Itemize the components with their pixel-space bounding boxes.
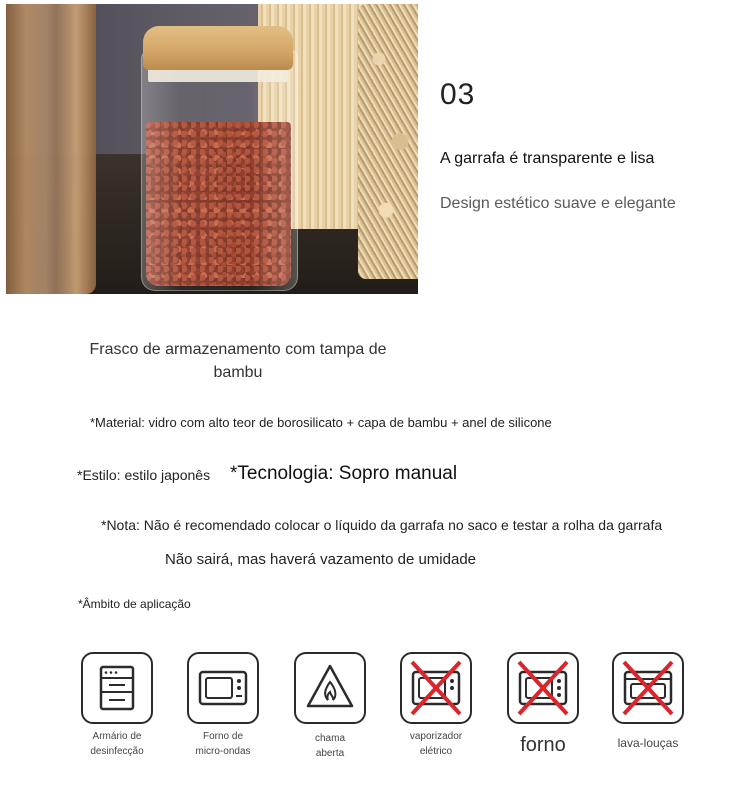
label-line: aberta (315, 748, 345, 759)
open-flame-icon (294, 652, 366, 724)
electric-steamer-icon (400, 652, 472, 724)
product-photo (6, 4, 418, 294)
subheadline: Design estético suave e elegante (440, 195, 676, 212)
dishwasher-icon (612, 652, 684, 724)
label-line: chama (314, 733, 345, 744)
label-line: lava-louças (617, 736, 679, 750)
glass-jar (141, 49, 298, 291)
label-line: Armário de (92, 731, 142, 742)
disinfection-cabinet-icon (81, 652, 153, 724)
silicone-ring (148, 68, 288, 82)
label-line: forno (520, 734, 566, 756)
cinnamon-jar (6, 4, 96, 294)
product-description: Frasco de armazenamento com tampa de bambu (89, 341, 387, 381)
label-line: vaporizador (409, 731, 463, 742)
icon-label-oven (493, 734, 593, 756)
oven-icon (507, 652, 579, 724)
icon-label-microwave (173, 729, 273, 759)
section-number: 03 (440, 78, 476, 111)
label-line: micro-ondas (195, 746, 251, 757)
note-text: *Nota: Não é recomendado colocar o líquido da garrafa no saco e testar a rolha da garrafa (101, 517, 663, 533)
label-line: Forno de (202, 731, 244, 742)
technology-text: *Tecnologia: Sopro manual (230, 463, 458, 484)
icon-label-electric-steamer (386, 729, 486, 759)
bamboo-lid (143, 26, 293, 70)
application-scope-heading: *Âmbito de aplicação (78, 597, 191, 611)
icon-label-open-flame (280, 731, 380, 761)
icon-label-disinfection-cabinet (67, 729, 167, 759)
label-line: desinfecção (90, 746, 144, 757)
style-text: *Estilo: estilo japonês (77, 467, 211, 483)
material-text: *Material: vidro com alto teor de borosilicato + capa de bambu + anel de silicone (90, 415, 552, 430)
microwave-oven-icon (187, 652, 259, 724)
note-continuation-text: Não sairá, mas haverá vazamento de umidade (165, 551, 477, 568)
label-line: elétrico (419, 746, 453, 757)
noodles-jar (358, 4, 418, 279)
icon-label-dishwasher (598, 736, 698, 751)
headline: A garrafa é transparente e lisa (440, 150, 655, 167)
